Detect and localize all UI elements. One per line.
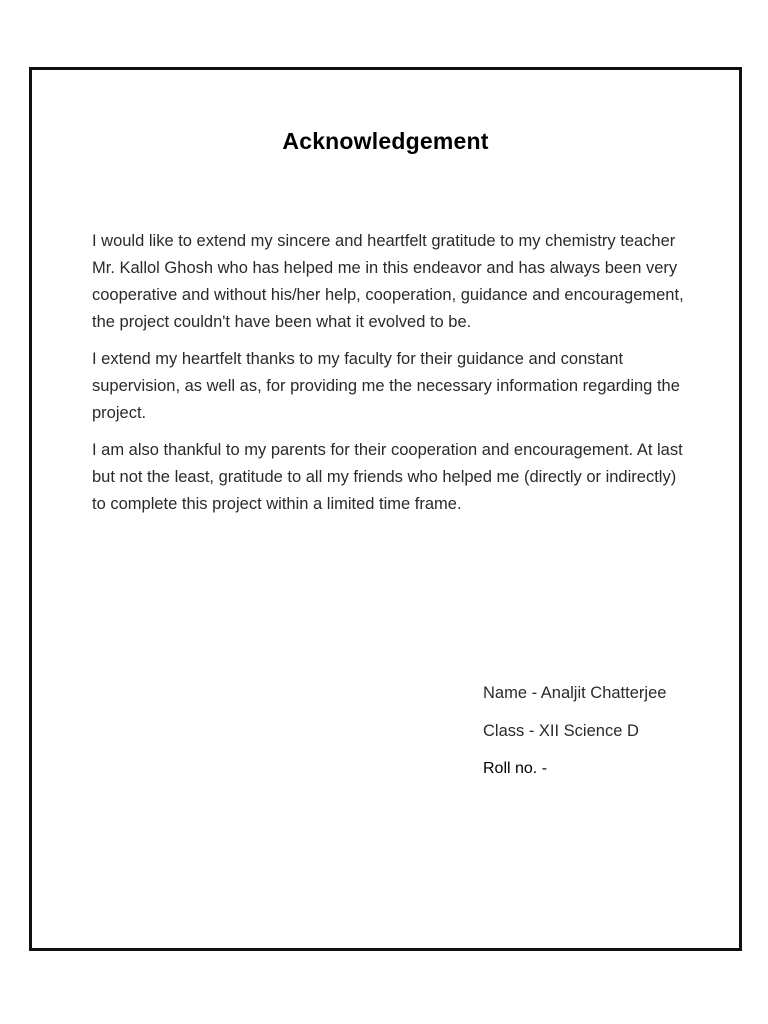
- page-frame: [29, 67, 742, 951]
- student-name: Name - Analjit Chatterjee: [483, 684, 667, 702]
- student-roll-number: Roll no. -: [483, 760, 548, 777]
- acknowledgement-body: [92, 228, 692, 528]
- student-class: Class - XII Science D: [483, 722, 639, 740]
- paragraph-gratitude-teacher: I would like to extend my sincere and heartfelt gratitude to my chemistry teacher Mr. Kallol Ghosh who has helped me in this endeavor and has always been very cooperative and without his/her help, cooperation, guidance and encouragement, the project couldn't have been what it evolved to be.: [92, 232, 684, 331]
- page-title: Acknowledgement: [282, 128, 489, 154]
- paragraph-thanks-parents-friends: I am also thankful to my parents for their cooperation and encouragement. At last but not the least, gratitude to all my friends who helped me (directly or indirectly) to complete this project within a limited time frame.: [92, 441, 683, 513]
- signature-block: [483, 681, 666, 795]
- paragraph-thanks-faculty: I extend my heartfelt thanks to my faculty for their guidance and constant supervision, as well as, for providing me the necessary information regarding the project.: [92, 350, 680, 422]
